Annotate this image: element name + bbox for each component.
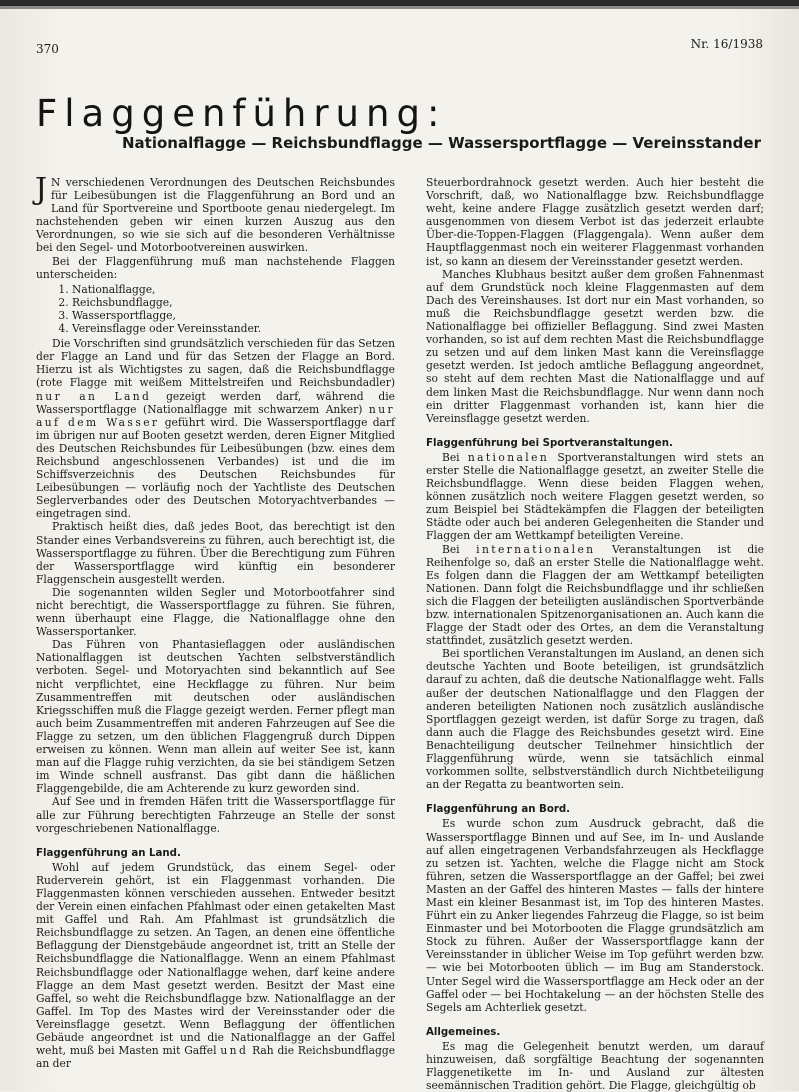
section-heading-land: Flaggenführung an Land. [36,847,181,859]
continuation-paragraph: Steuerbordrahnock gesetzt werden. Auch hier besteht die Vorschrift, daß, wo Nationalflagge bzw. Reichsbundflagge weht, keine andere Flagge zusätzlich gesetzt werden darf; ausgenommen von diesem Verbot ist das jederzeit erlaubte Über-die-Toppen-Flaggen (Flaggengala). Wenn außer dem Hauptflaggenmast noch ein weiterer Flaggenmast vorhanden ist, so kann an diesem der Vereinsstander gesetzt werden. [426,176,764,268]
intro-paragraph [35,172,395,255]
issue-number: Nr. 16/1938 [690,37,763,51]
left-column [35,172,396,1071]
top-scan-shadow [0,6,799,9]
on-board-paragraph: Es wurde schon zum Ausdruck gebracht, daß die Wassersportflagge Binnen und auf See, im In- und Auslande auf allen eingetragenen Verbandsfahrzeugen als Heckflagge zu setzen ist. Yachten, welche die Flagge nicht am Stock führen, setzen die Wassersportflagge an der Gaffel; bei zwei Masten an der Gaffel des hinteren Mastes — falls der hintere Mast ein kleiner Besanmast ist, im Top des hinteren Mastes. Führt ein zu Anker liegendes Fahrzeug die Flagge, so ist beim Einmaster und bei Motorbooten die Flagge grundsätzlich am Stock zu führen. Außer der Wassersportflagge kann der Vereinsstander in üblicher Weise im Top geführt werden bzw. — wie bei Motorbooten üblich — im Bug am Standerstock. Unter Segel wird die Wassersportflagge am Heck oder an der Gaffel oder — bei Hochtakelung — an der höchsten Stelle des Segels am Achterliek gesetzt. [426,817,764,1014]
land-paragraph [36,861,395,1071]
drop-cap: J [35,172,48,207]
list-item: 3. Wassersportflagge, [72,309,395,322]
article-title: Flaggenführung: [36,92,447,135]
international-events-paragraph [426,543,764,648]
clubhouse-paragraph: Manches Klubhaus besitzt außer dem großen Fahnenmast auf dem Grundstück noch kleine Flaggenmasten auf dem Dach des Vereinshauses. Ist dort nur ein Mast vorhanden, so muß die Reichsbundflagge gesetzt werden bzw. die Nationalflagge bei offizieller Beflaggung. Sind zwei Masten vorhanden, so ist auf dem rechten Mast die Reichsbundflagge zu setzen und auf dem linken Mast kann die Vereinsflagge gesetzt werden. Ist jedoch amtliche Beflaggung angeordnet, so steht auf dem rechten Mast die Nationalflagge und auf dem linken Mast die Reichsbundflagge. Nur wenn dann noch ein dritter Flaggenmast vorhanden ist, kann hier die Vereinsflagge gesetzt werden. [426,267,764,425]
national-events-paragraph [426,451,764,543]
emphasis-und: und [220,1044,249,1058]
emphasis-nationalen: nationalen [467,450,550,464]
emphasis-wasser: nur auf dem Wasser [36,402,395,429]
section-heading-general: Allgemeines. [426,1026,501,1038]
fantasy-flags-paragraph: Das Führen von Phantasieflaggen oder ausländischen Nationalflaggen ist deutschen Yachten selbstverständlich verboten. Segel- und Motoryachten sind bekanntlich auf See nicht verpflichtet, eine Heckflagge zu führen. Nur beim Zusammentreffen mit deutschen oder ausländischen Kriegsschiffen muß die Flagge gezeigt werden. Ferner pflegt man auch beim Zusammentreffen mit anderen Fahrzeugen auf See die Flagge zu setzen, um den üblichen Flaggengruß durch Dippen erweisen zu können. Wenn man allein auf weiter See ist, kann man auf die Flagge ruhig verzichten, da sie bei ständigem Setzen im Winde schnell ausfranst. Das gibt dann die häßlichen Flaggengebilde, die am Achterende zu kurz geworden sind. [36,638,395,796]
land-text-b: Rah die Reichsbundflagge an der [36,1044,396,1071]
list-item: 4. Vereinsflagge oder Vereinsstander. [72,322,395,335]
international-text-a: Bei [442,542,460,556]
section-heading-bord: Flaggenführung an Bord. [426,804,571,816]
national-text-a: Bei [442,450,460,464]
practical-paragraph: Praktisch heißt dies, daß jedes Boot, das berechtigt ist den Stander eines Verbandsvereins zu führen, auch berechtigt ist, die Wassersportflagge zu führen. Über die Berechtigung zum Führen der Wassersportflagge wird künftig ein besonderer Flaggenschein ausgestellt werden. [36,520,395,586]
emphasis-internationalen: internationalen [476,542,596,556]
national-text-b: Sportveranstaltungen wird stets an erster Stelle die Nationalflagge gesetzt, an zweiter Stelle die Reichsbundflagge. Wenn diese beiden Flaggen wehen, können zusätzlich noch weitere Flaggen gesetzt werden, so zum Beispiel bei Städtekämpfen die Flaggen der beteiligten Städte oder auch bei anderen Gelegenheiten die Stander und Flaggen der am Wettkampf beteiligten Vereine. [426,450,764,543]
land-text-a: Wohl auf jedem Grundstück, das einem Segel- oder Ruderverein gehört, ist ein Flaggenmast vorhanden. Die Flaggenmasten können verschieden aussehen. Entweder besitzt der Verein einen einfachen Pfahlmast oder einen getakelten Mast mit Gaffel und Rah. Am Pfahlmast ist grundsätzlich die Reichsbundflagge zu setzen. An Tagen, an denen eine öffentliche Beflaggung der Dienstgebäude angeordnet ist, tritt an Stelle der Reichsbundflagge die Nationalflagge. Wenn an einem Pfahlmast Reichsbundflagge oder Nationalflagge wehen, darf keine andere Flagge an dem Mast gesetzt werden. Besitzt der Mast eine Gaffel, so weht die Reichsbundflagge bzw. Nationalflagge an der Gaffel. Im Top des Mastes wird der Vereinsstander oder die Vereinsflagge gesetzt. Wenn Beflaggung der öffentlichen Gebäude angeordnet ist und die Nationalflagge an der Gaffel weht, muß bei Masten mit Gaffel [36,860,395,1058]
page-number: 370 [36,42,59,56]
rules-text-c: geführt wird. Die Wassersportflagge darf im übrigen nur auf Booten gesetzt werden, deren Eigner Mitglied des Deutschen Reichsbundes für Leibesübungen (bzw. eines dem Reichsbund angeschlossenen Verbandes) ist und die im Schiffsverzeichnis des Deutschen Reichsbundes für Leibesübungen — vorläufig noch der Yachtliste des Deutschen Seglerverbandes oder des Deutschen Motoryachtverbandes — eingetragen sind. [36,415,395,521]
abroad-events-paragraph: Bei sportlichen Veranstaltungen im Ausland, an denen sich deutsche Yachten und Boote beteiligen, ist grundsätzlich darauf zu achten, daß die deutsche Nationalflagge weht. Falls außer der deutschen Nationalflagge und den Flaggen der anderen beteiligten Nationen noch zusätzlich ausländische Sportflaggen gezeigt werden, ist dafür Sorge zu tragen, daß dann auch die Flagge des Reichsbundes gesetzt wird. Eine Benachteiligung deutscher Teilnehmer hinsichtlich der Flaggenführung würde, wenn sie tatsächlich einmal vorkommen sollte, selbstverständlich durch Nichtbeteiligung an der Regatta zu beantworten sein. [426,647,764,792]
rules-paragraph [36,337,395,520]
international-text-b: Veranstaltungen ist die Reihenfolge so, daß an erster Stelle die Nationalflagge weht. Es folgen dann die Flaggen der am Wettkampf beteiligten Nationen. Dann folgt die Reichsbundflagge und ihr schließen sich die Flaggen der beteiligten ausländischen Sportverbände bzw. internationalen Spitzenorganisationen an. Auch kann die Flagge der Stadt oder des Ortes, an dem die Veranstaltung stattfindet, zusätzlich gesetzt werden. [426,542,764,648]
general-paragraph: Es mag die Gelegenheit benutzt werden, um darauf hinzuweisen, daß sorgfältige Beachtung der sogenannten Flaggenetikette im In- und Ausland zur ältesten seemännischen Tradition gehört. Die Flagge, gleichgültig ob [426,1039,764,1092]
intro-text: N verschiedenen Verordnungen des Deutschen Reichsbundes für Leibesübungen ist die Flaggenführung an Bord und an Land für Sportvereine und Sportboote genau niedergelegt. Im nachstehenden geben wir einen kurzen Auszug aus den Verordnungen, so wie sie sich auf die besonderen Verhältnisse bei den Segel- und Motorbootvereinen auswirken. [36,176,395,255]
right-column [426,176,764,1092]
article-subtitle: Nationalflagge — Reichsbundflagge — Wassersportflagge — Vereinsstander [121,134,761,152]
list-item: 1. Nationalflagge, [72,283,395,296]
list-intro-paragraph: Bei der Flaggenführung muß man nachstehende Flaggen unterscheiden: [36,254,395,281]
wild-sailors-paragraph: Die sogenannten wilden Segler und Motorbootfahrer sind nicht berechtigt, die Wassersportflagge zu führen. Sie führen, wenn überhaupt eine Flagge, die Nationalflagge ohne den Wassersportanker. [36,585,395,639]
emphasis-land: nur an Land [36,389,152,403]
flag-types-list [36,283,395,335]
rules-text-a: Die Vorschriften sind grundsätzlich verschieden für das Setzen der Flagge an Land und für das Setzen der Flagge an Bord. Hierzu ist als Wichtigstes zu sagen, daß die Reichsbundflagge (rote Flagge mit weißem Mittelstreifen und Reichsbundadler) [36,337,395,390]
rules-text-b: gezeigt werden darf, während die Wassersportflagge (Nationalflagge mit schwarzem Anker) [36,389,395,416]
foreign-ports-paragraph: Auf See und in fremden Häfen tritt die Wassersportflagge für alle zur Führung berechtigten Fahrzeuge an Stelle der sonst vorgeschriebenen Nationalflagge. [36,795,395,835]
list-item: 2. Reichsbundflagge, [72,296,395,309]
section-heading-sport: Flaggenführung bei Sportveranstaltungen. [426,437,673,449]
